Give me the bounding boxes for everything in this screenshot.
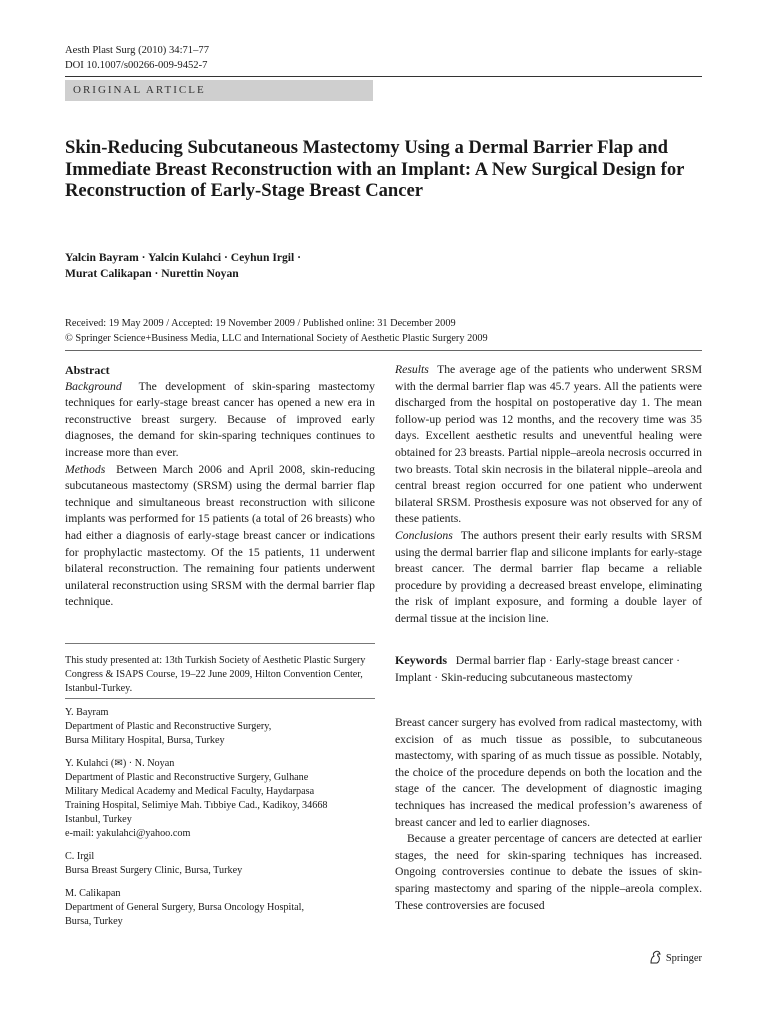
results-label: Results bbox=[395, 363, 429, 376]
affiliation-name: M. Calikapan bbox=[65, 888, 121, 899]
conclusions-text: The authors present their early results with SRSM using the dermal barrier flap and silicone implants for early-stage breast cancer. The dermal barrier flap became a reliable procedure by providing a decreased breast envelope, eliminating the risk of implant exposure, and forming a double layer of dermal tissue at the incision line. bbox=[395, 528, 702, 625]
publication-dates bbox=[65, 316, 705, 346]
body-paragraph-1: Breast cancer surgery has evolved from radical mastectomy, with excision of as much tissue as possible, to subcutaneous mastectomy, with sparing of as much tissue as possible. Notably, the choice of the procedure depends on both the location and the stage of the cancer. The development of diagnostic imaging techniques has increased the medical profession’s awareness of breast cancer and led to earlier diagnoses. bbox=[395, 716, 702, 829]
methods-label: Methods bbox=[65, 462, 106, 476]
affiliations-rule bbox=[65, 698, 375, 699]
abstract-conclusions bbox=[395, 528, 702, 628]
body-text bbox=[395, 715, 702, 914]
journal-header bbox=[65, 43, 209, 73]
abstract-methods bbox=[65, 462, 375, 611]
affiliation-line: Department of Plastic and Reconstructive Surgery, bbox=[65, 721, 272, 732]
results-text: The average age of the patients who underwent SRSM with the dermal barrier flap was 45.7 years. All the patients were discharged from the hospital on postoperative day 1. The mean follow-up period was 12 months, and the recovery time was 35 days. Excellent aesthetic results and uneventful healing were obtained for 23 breasts. Partial nipple–areola necrosis occurred in two breasts. Total skin necrosis in the bilateral nipple–areola and central breast region occurred for one patient who underwent bilateral SRSM. Prosthesis exposure was not observed for any of these patients. bbox=[395, 363, 703, 526]
affiliations bbox=[65, 706, 375, 938]
section-badge bbox=[65, 80, 373, 101]
affiliation-name: Y. Kulahci (✉) · N. Noyan bbox=[65, 758, 175, 769]
affiliation-line: Department of Plastic and Reconstructive Surgery, Gulhane bbox=[65, 772, 309, 783]
article-title: Skin-Reducing Subcutaneous Mastectomy Using a Dermal Barrier Flap and Immediate Breast Reconstruction with an Implant: A New Surgical Design for Reconstruction of Early-Stage Breast Cancer bbox=[65, 137, 685, 201]
affiliation-name: C. Irgil bbox=[65, 851, 95, 862]
affiliation-bayram bbox=[65, 706, 375, 748]
abstract-results bbox=[395, 362, 702, 528]
affiliation-kulahci bbox=[65, 757, 375, 841]
affiliation-calikapan bbox=[65, 887, 375, 929]
affiliation-line: Bursa, Turkey bbox=[65, 916, 123, 927]
affiliation-line: Training Hospital, Selimiye Mah. Tıbbiye Cad., Kadikoy, 34668 bbox=[65, 800, 328, 811]
keywords-text: Dermal barrier flap · Early-stage breast cancer · Implant · Skin-reducing subcutaneous mastectomy bbox=[395, 654, 680, 684]
background-label: Background bbox=[65, 379, 122, 393]
conclusions-label: Conclusions bbox=[395, 528, 453, 542]
background-text: The development of skin-sparing mastectomy techniques for early-stage breast cancer has opened a new era in reconstructive breast surgery. Because of improved early diagnoses, the demand for skin-sparing techniques continues to increase more than ever. bbox=[65, 379, 375, 459]
authors bbox=[65, 250, 705, 282]
authors-line-1: Yalcin Bayram · Yalcin Kulahci · Ceyhun Irgil · bbox=[65, 251, 301, 264]
affiliation-line: Bursa Military Hospital, Bursa, Turkey bbox=[65, 735, 225, 746]
affiliation-name: Y. Bayram bbox=[65, 707, 109, 718]
springer-horse-icon bbox=[648, 950, 663, 967]
affiliation-line: Military Medical Academy and Medical Faculty, Haydarpasa bbox=[65, 786, 315, 797]
abstract-left bbox=[65, 362, 375, 611]
doi[interactable]: DOI 10.1007/s00266-009-9452-7 bbox=[65, 60, 208, 71]
abstract-background bbox=[65, 379, 375, 462]
body-paragraph-2: Because a greater percentage of cancers are detected at earlier stages, the need for skin-sparing techniques has increased. Ongoing controversies continue to debate the issues of skin-sparing mastectomy and sparing of the nipple–areola complex. These controversies are focused bbox=[395, 832, 702, 912]
methods-text: Between March 2006 and April 2008, skin-reducing subcutaneous mastectomy (SRSM) using the dermal barrier flap technique and simultaneous breast reconstruction with silicone implants was performed for 15 patients (a total of 26 breasts) who had either a diagnosis of early-stage breast cancer or indications for prophylactic mastectomy. Of the 15 patients, 11 underwent bilateral reconstruction. The remaining four patients underwent unilateral reconstruction using SRSM with the dermal barrier flap technique. bbox=[65, 462, 376, 609]
dates-line: Received: 19 May 2009 / Accepted: 19 November 2009 / Published online: 31 December 2009 bbox=[65, 318, 456, 329]
footnote-rule bbox=[65, 643, 375, 644]
section-divider bbox=[65, 350, 702, 351]
keywords-label: Keywords bbox=[395, 653, 447, 667]
affiliation-line: Department of General Surgery, Bursa Oncology Hospital, bbox=[65, 902, 305, 913]
affiliation-line: Istanbul, Turkey bbox=[65, 814, 132, 825]
header-rule bbox=[65, 76, 702, 77]
keywords bbox=[395, 652, 702, 686]
journal-citation: Aesth Plast Surg (2010) 34:71–77 bbox=[65, 45, 209, 56]
keywords-line bbox=[395, 652, 702, 686]
email-link[interactable]: e-mail: yakulahci@yahoo.com bbox=[65, 828, 191, 839]
abstract-right bbox=[395, 362, 702, 628]
footnote: This study presented at: 13th Turkish Society of Aesthetic Plastic Surgery Congress & ISAPS Course, 19–22 June 2009, Hilton Convention Center, Istanbul-Turkey. bbox=[65, 655, 366, 694]
abstract-heading: Abstract bbox=[65, 363, 110, 377]
section-label: ORIGINAL ARTICLE bbox=[73, 84, 206, 96]
publisher-name: Springer bbox=[665, 953, 702, 964]
affiliation-line: Bursa Breast Surgery Clinic, Bursa, Turkey bbox=[65, 865, 243, 876]
publisher-logo bbox=[648, 950, 702, 967]
affiliation-irgil bbox=[65, 850, 375, 878]
authors-line-2: Murat Calikapan · Nurettin Noyan bbox=[65, 267, 239, 280]
copyright-line: © Springer Science+Business Media, LLC and International Society of Aesthetic Plastic Surgery 2009 bbox=[65, 333, 488, 344]
